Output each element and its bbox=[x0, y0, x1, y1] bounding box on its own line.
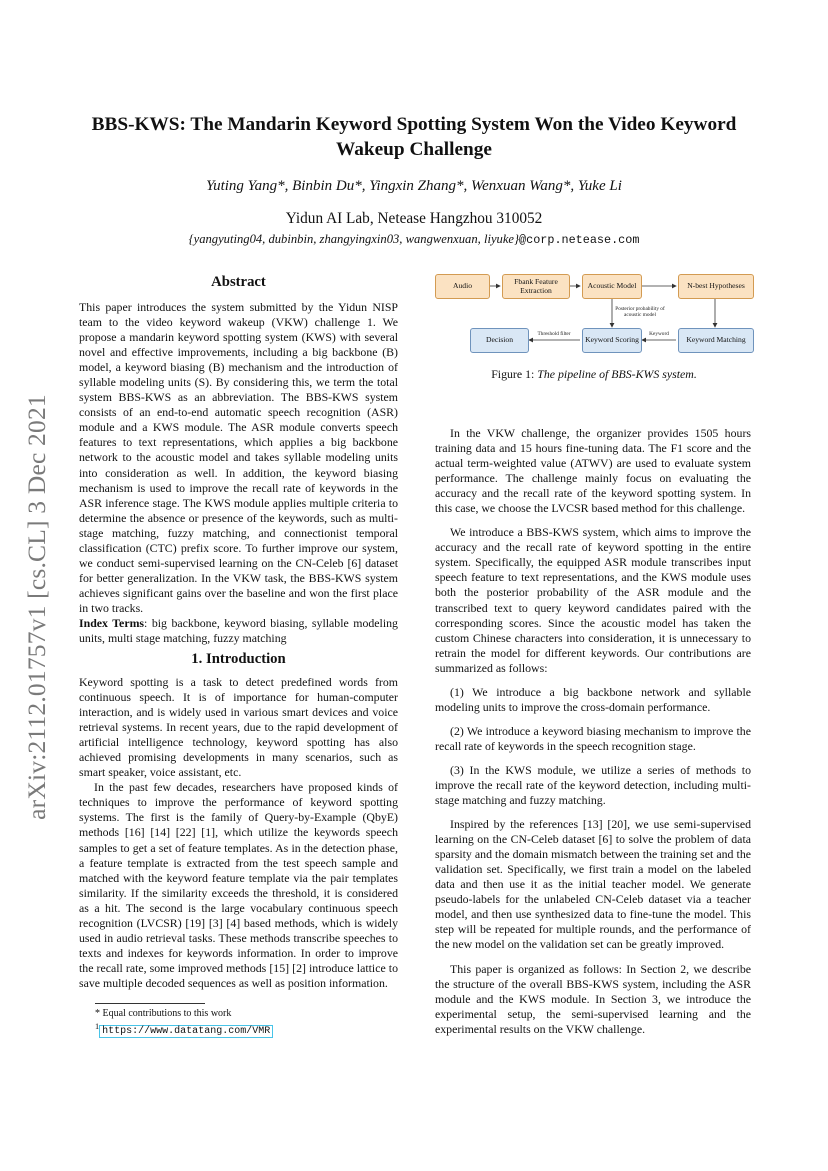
introduction-body bbox=[79, 675, 398, 991]
paper-title: BBS-KWS: The Mandarin Keyword Spotting System Won the Video Keyword Wakeup Challenge bbox=[91, 114, 737, 160]
decision-box: Decision bbox=[470, 328, 529, 353]
footnote-url-line bbox=[95, 1020, 395, 1038]
threshold-label: Threshold filter bbox=[537, 331, 571, 337]
arxiv-stamp bbox=[14, 372, 60, 842]
right-paragraph: This paper is organized as follows: In Section 2, we describe the structure of the overall BBS-KWS system, including the ASR module and the KWS module. In Section 3, we introduce the experimental setup, the semi-supervised learning and the experimental results on the VKW challenge. bbox=[435, 961, 751, 1036]
abstract-body bbox=[79, 300, 398, 646]
index-terms bbox=[79, 616, 398, 646]
right-paragraph: We introduce a BBS-KWS system, which aims to improve the accuracy and the recall rate of keyword spotting in the entire system. Specifically, the equipped ASR module transcribes input speech feature to text representations, and the KWS module uses both the posterior probability of the ASR module and the transcribed text to query keyword candidates paired with the corresponding scores. Since the acoustic model has taken the custom Chinese characters into consideration, it is unnecessary to retrain the model for different keywords. Our contributions are summarized as follows: bbox=[435, 525, 751, 675]
email-domain: @corp.netease.com bbox=[519, 233, 640, 247]
affiliation: Yidun AI Lab, Netease Hangzhou 310052 bbox=[285, 210, 543, 227]
audio-box: Audio bbox=[435, 274, 490, 299]
caption-label: Figure 1: bbox=[491, 367, 538, 381]
footnote-rule bbox=[95, 1003, 205, 1004]
index-terms-text: : big backbone, keyword biasing, syllable modeling units, multi stage matching, fuzzy matching bbox=[79, 615, 398, 646]
acoustic-model-box: Acoustic Model bbox=[582, 274, 642, 299]
footnotes bbox=[95, 1007, 395, 1038]
pipeline-figure bbox=[432, 268, 756, 356]
caption-text: The pipeline of BBS-KWS system. bbox=[537, 367, 697, 381]
footnote-mark: 1 bbox=[95, 1022, 100, 1031]
intro-paragraph: In the past few decades, researchers have proposed kinds of techniques to improve the performance of keyword spotting systems. The first is the family of Query-by-Example (QbyE) methods [16] [14] [22] [1], which utilize the keywords speech samples to get a set of feature templates. As in the detection phase, a feature template is extracted from the test speech sample and matched with the keyword feature template via the pair templates similarity. If the similarity exceeds the threshold, it is considered as a hit. The second is the large vocabulary continuous speech recognition (LVCSR) [19] [3] [4] based methods, which is widely used in audio retrieval tasks. These methods transcribe speeches to texts and indexes for keywords information. In order to improve the recall rate, some improved methods [15] [2] introduce lattice to save multiple decoded sequences as well as position information. bbox=[79, 780, 398, 990]
footnote-equal-contribution: * Equal contributions to this work bbox=[95, 1008, 232, 1019]
right-column-body bbox=[435, 426, 751, 1037]
keyword-label: Keyword bbox=[649, 331, 669, 337]
intro-paragraph: Keyword spotting is a task to detect predefined words from continuous speech. It is of importance for human-computer interaction, and is widely used in various smart devices and voice retrieval systems. In recent years, due to the rapid development of artificial intelligence technology, keyword spotting has also achieved promising developments in many scenarios, such as smart speaker, voice assistant, etc. bbox=[79, 675, 398, 780]
abstract-paragraph: This paper introduces the system submitted by the Yidun NISP team to the video keyword wakeup (VKW) challenge 1. We propose a mandarin keyword spotting system (KWS) with several novel and effective improvements, including a big backbone (B) model, a keyword biasing (B) mechanism and the introduction of syllable modeling units (S). By considering this, we term the total system BBS-KWS as an abbreviation. The BBS-KWS system consists of an end-to-end automatic speech recognition (ASR) module and a KWS module. The ASR module converts speech features to text representations, which applies a big backbone network to the acoustic model and takes syllable modeling units into consideration as well. In addition, the keyword biasing mechanism is used to improve the recall rate of keywords in the ASR inference stage. The KWS module applies multiple criteria to determine the absence or presence of the keywords, such as multi-stage matching, fuzzy matching, and connectionist temporal classification (CTC) prefix score. To further improve our system, we conduct semi-supervised learning on the CN-Celeb [6] dataset for better generalization. In the VKW task, the BBS-KWS system achieves significant gains over the baseline and won the first place in two tracks. bbox=[79, 300, 398, 615]
contribution-3: (3) In the KWS module, we utilize a series of methods to improve the recall rate of the keyword detection, including multi-stage matching and fuzzy matching. bbox=[435, 762, 751, 808]
email-names: {yangyuting04, dubinbin, zhangyingxin03, wangwenxuan, liyuke} bbox=[188, 232, 520, 246]
author-emails bbox=[70, 232, 758, 247]
nbest-box: N-best Hypotheses bbox=[678, 274, 754, 299]
keyword-matching-box: Keyword Matching bbox=[678, 328, 754, 353]
right-paragraph: Inspired by the references [13] [20], we use semi-supervised learning on the CN-Celeb dataset [6] to solve the problem of data sparsity and the domain mismatch between the training set and the validation set. Specifically, we first train a model on the labeled data and then use it as the initial teacher model. We generate pseudo-labels for the unlabeled CN-Celeb dataset via a teacher model, and then use synthesized data to fine-tune the model. This step will be repeated for multiple rounds, and the performance of the new model on the validation set can be greatly improved. bbox=[435, 817, 751, 952]
keyword-scoring-box: Keyword Scoring bbox=[582, 328, 642, 353]
posterior-label: Posterior probability of acoustic model bbox=[615, 306, 665, 318]
contribution-1: (1) We introduce a big backbone network and syllable modeling units to improve the cross-domain performance. bbox=[435, 684, 751, 714]
arxiv-identifier: arXiv:2112.01757v1 [cs.CL] 3 Dec 2021 bbox=[22, 394, 51, 820]
fbank-box: Fbank Feature Extraction bbox=[502, 274, 570, 299]
abstract-heading: Abstract bbox=[211, 274, 266, 290]
footnote-url-link[interactable]: https://www.datatang.com/VMR bbox=[99, 1025, 273, 1038]
right-paragraph: In the VKW challenge, the organizer provides 1505 hours training data and 15 hours fine-tuning data. The F1 score and the actual term-weighted value (ATWV) are used to evaluate system performance. The challenge mainly focus on evaluating the accuracy and the recall rate of the keyword spotting system. In this case, we choose the LVCSR based method for this challenge. bbox=[435, 426, 751, 516]
index-terms-label: Index Terms bbox=[79, 615, 145, 630]
figure-caption bbox=[432, 367, 756, 382]
author-list: Yuting Yang*, Binbin Du*, Yingxin Zhang*, Wenxuan Wang*, Yuke Li bbox=[206, 178, 622, 194]
introduction-heading: 1. Introduction bbox=[191, 651, 286, 667]
contribution-2: (2) We introduce a keyword biasing mechanism to improve the recall rate of keywords in the speech recognition stage. bbox=[435, 723, 751, 753]
